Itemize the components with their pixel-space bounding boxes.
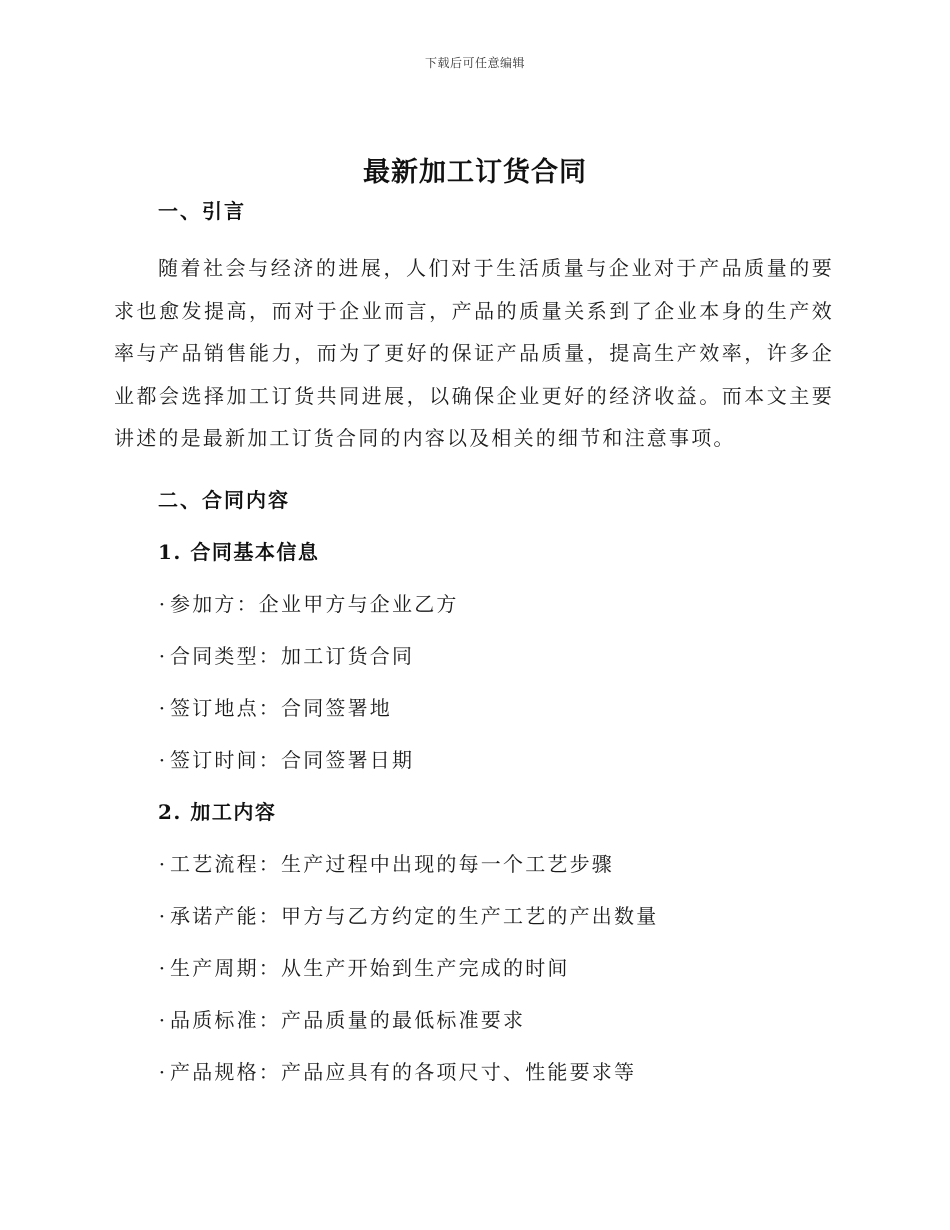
list-item: [114, 1058, 834, 1086]
list-item: [114, 590, 834, 618]
introduction-paragraph: 随着社会与经济的进展，人们对于生活质量与企业对于产品质量的要求也愈发提高，而对于企业而言，产品的质量关系到了企业本身的生产效率与产品销售能力，而为了更好的保证产品质量，提高生产效率，许多企业都会选择加工订货共同进展，以确保企业更好的经济收益。而本文主要讲述的是最新加工订货合同的内容以及相关的细节和注意事项。: [114, 256, 834, 450]
list-item-text: 承诺产能：甲方与乙方约定的生产工艺的产出数量: [170, 903, 659, 928]
bullet-marker: ·: [158, 695, 168, 720]
section-heading-contract-content: 二、合同内容: [158, 487, 290, 512]
list-item-text: 签订地点：合同签署地: [170, 695, 392, 720]
list-item: [114, 902, 834, 930]
list-item-text: 参加方：企业甲方与企业乙方: [170, 591, 459, 616]
list-item-text: 品质标准：产品质量的最低标准要求: [170, 1007, 526, 1032]
list-item: [114, 746, 834, 774]
bullet-marker: ·: [158, 591, 168, 616]
bullet-marker: ·: [158, 955, 168, 980]
list-item-text: 合同类型：加工订货合同: [170, 643, 415, 668]
list-item-text: 工艺流程：生产过程中出现的每一个工艺步骤: [170, 851, 614, 876]
bullet-marker: ·: [158, 643, 168, 668]
list-item: [114, 1006, 834, 1034]
list-item: [114, 954, 834, 982]
document-body: [114, 197, 834, 1086]
list-item: [114, 850, 834, 878]
list-item-text: 生产周期：从生产开始到生产完成的时间: [170, 955, 570, 980]
bullet-marker: ·: [158, 747, 168, 772]
processing-content-list: [114, 850, 834, 1086]
list-item-text: 签订时间：合同签署日期: [170, 747, 415, 772]
bullet-marker: ·: [158, 1007, 168, 1032]
list-item: [114, 694, 834, 722]
subsection-heading-processing-content: 2. 加工内容: [158, 799, 277, 824]
bullet-marker: ·: [158, 903, 168, 928]
document-title: 最新加工订货合同: [363, 157, 587, 188]
basic-info-list: [114, 590, 834, 774]
list-item-text: 产品规格：产品应具有的各项尺寸、性能要求等: [170, 1059, 637, 1084]
subsection-heading-basic-info: 1. 合同基本信息: [158, 539, 320, 564]
bullet-marker: ·: [158, 851, 168, 876]
list-item: [114, 642, 834, 670]
section-heading-introduction: 一、引言: [158, 199, 246, 223]
bullet-marker: ·: [158, 1059, 168, 1084]
header-note: 下载后可任意编辑: [424, 56, 525, 70]
